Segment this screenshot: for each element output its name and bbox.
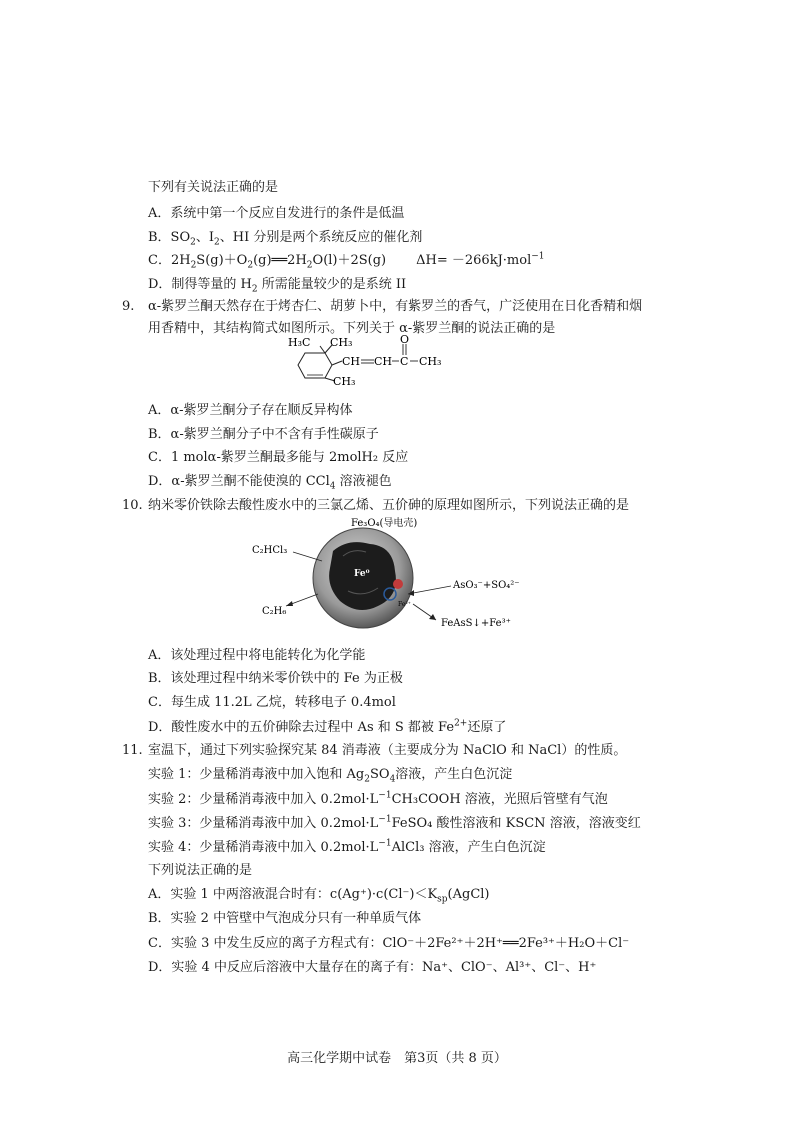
q9-structure-diagram [280, 333, 460, 393]
q11-option-c: C．实验 3 中发生反应的离子方程式有：ClO⁻＋2Fe²⁺＋2H⁺══2Fe³⁺＋H₂O＋Cl⁻ [148, 936, 630, 951]
ch3-bottom-label: CH₃ [333, 375, 356, 388]
q9-option-b: B．α-紫罗兰酮分子中不含有手性碳原子 [148, 427, 379, 442]
q8-option-c: C．$2H_2S(g)+O_2(g)══2H_2O(l)+2S(g)$ ΔH= －266kJ·mol$^{-1}$ [148, 251, 545, 271]
ch3-end-label: CH₃ [419, 355, 442, 368]
q11-sub-stem: 下列说法正确的是 [148, 863, 253, 878]
q11-experiment-1: 实验 1：少量稀消毒液中加入饱和 $Ag_2SO_4$溶液，产生白色沉淀 [148, 767, 513, 785]
q10-option-d: D．酸性废水中的五价砷除去过程中 As 和 S 都被 $Fe^{2+}$还原了 [148, 718, 507, 735]
fe0-label: Fe⁰ [354, 569, 370, 579]
q8-option-a: A．系统中第一个反应自发进行的条件是低温 [148, 206, 405, 221]
q11-option-b: B．实验 2 中管壁中气泡成分只有一种单质气体 [148, 911, 422, 926]
q10-stem: 10. 纳米零价铁除去酸性废水中的三氯乙烯、五价砷的原理如图所示，下列说法正确的是 [122, 498, 630, 513]
q11-stem: 11. 室温下，通过下列实验探究某 84 消毒液（主要成分为 NaClO 和 NaCl）的性质。 [122, 743, 627, 758]
page-footer: 高三化学期中试卷 第3页（共 8 页） [287, 1051, 507, 1066]
q9-option-c: C．1 molα-紫罗兰酮最多能与 2molH₂ 反应 [148, 450, 409, 465]
h3c-label: H₃C [288, 336, 311, 349]
q9-option-a: A．α-紫罗兰酮分子存在顺反异构体 [148, 403, 353, 418]
ch2-label: CH [374, 355, 393, 368]
c2h6-label: C₂H₆ [262, 606, 287, 617]
fe3o4-label: Fe₃O₄(导电壳) [351, 518, 418, 529]
carbonyl-c-label: C [400, 355, 409, 368]
q10-nanoiron-diagram [248, 516, 548, 636]
aso3-label: AsO₃⁻+SO₄²⁻ [453, 580, 520, 591]
q11-option-a: A．实验 1 中两溶液混合时有：$c(Ag^+)\cdot c(Cl^-)<K_{sp}(AgCl)$ [148, 887, 490, 905]
q10-option-c: C．每生成 11.2L 乙烷，转移电子 0.4mol [148, 695, 396, 710]
ch3-top-label: CH₃ [330, 336, 353, 349]
q11-option-d: D．实验 4 中反应后溶液中大量存在的离子有：Na⁺、ClO⁻、Al³⁺、Cl⁻、H⁺ [148, 960, 597, 975]
reaction-site [393, 579, 403, 589]
q9-option-d: D．α-紫罗兰酮不能使溴的 CCl$_4$ 溶液褪色 [148, 474, 392, 492]
q11-experiment-3: 实验 3：少量稀消毒液中加入 $0.2mol\cdot L^{-1}FeSO_4$ 酸性溶液和 KSCN 溶液，溶液变红 [148, 814, 641, 831]
fe2-label: Fe²⁺ [398, 601, 411, 608]
q10-option-a: A．该处理过程中将电能转化为化学能 [148, 648, 366, 663]
c2hcl3-label: C₂HCl₃ [252, 545, 288, 556]
q8-option-d: D．制得等量的 $H_2$ 所需能量较少的是系统 II [148, 277, 407, 295]
feass-label: FeAsS↓+Fe³⁺ [441, 618, 511, 629]
q8-stem: 下列有关说法正确的是 [148, 180, 279, 195]
q10-option-b: B．该处理过程中纳米零价铁中的 Fe 为正极 [148, 671, 403, 686]
q9-stem-line2: 用香精中，其结构简式如图所示。下列关于 α-紫罗兰酮的说法正确的是 [148, 321, 556, 336]
q11-experiment-2: 实验 2：少量稀消毒液中加入 $0.2mol\cdot L^{-1}CH_3COOH$ 溶液，光照后管壁有气泡 [148, 790, 608, 807]
q11-experiment-4: 实验 4：少量稀消毒液中加入 $0.2mol\cdot L^{-1}AlCl_3$ 溶液，产生白色沉淀 [148, 838, 546, 855]
q8-option-b: B．$SO_2$、$I_2$、HI 分别是两个系统反应的催化剂 [148, 230, 423, 248]
q9-stem-line1: 9. α-紫罗兰酮天然存在于烤杏仁、胡萝卜中，有紫罗兰的香气，广泛使用在日化香精和烟 [122, 299, 643, 314]
ch1-label: CH [342, 355, 361, 368]
oxygen-label: O [400, 333, 410, 346]
